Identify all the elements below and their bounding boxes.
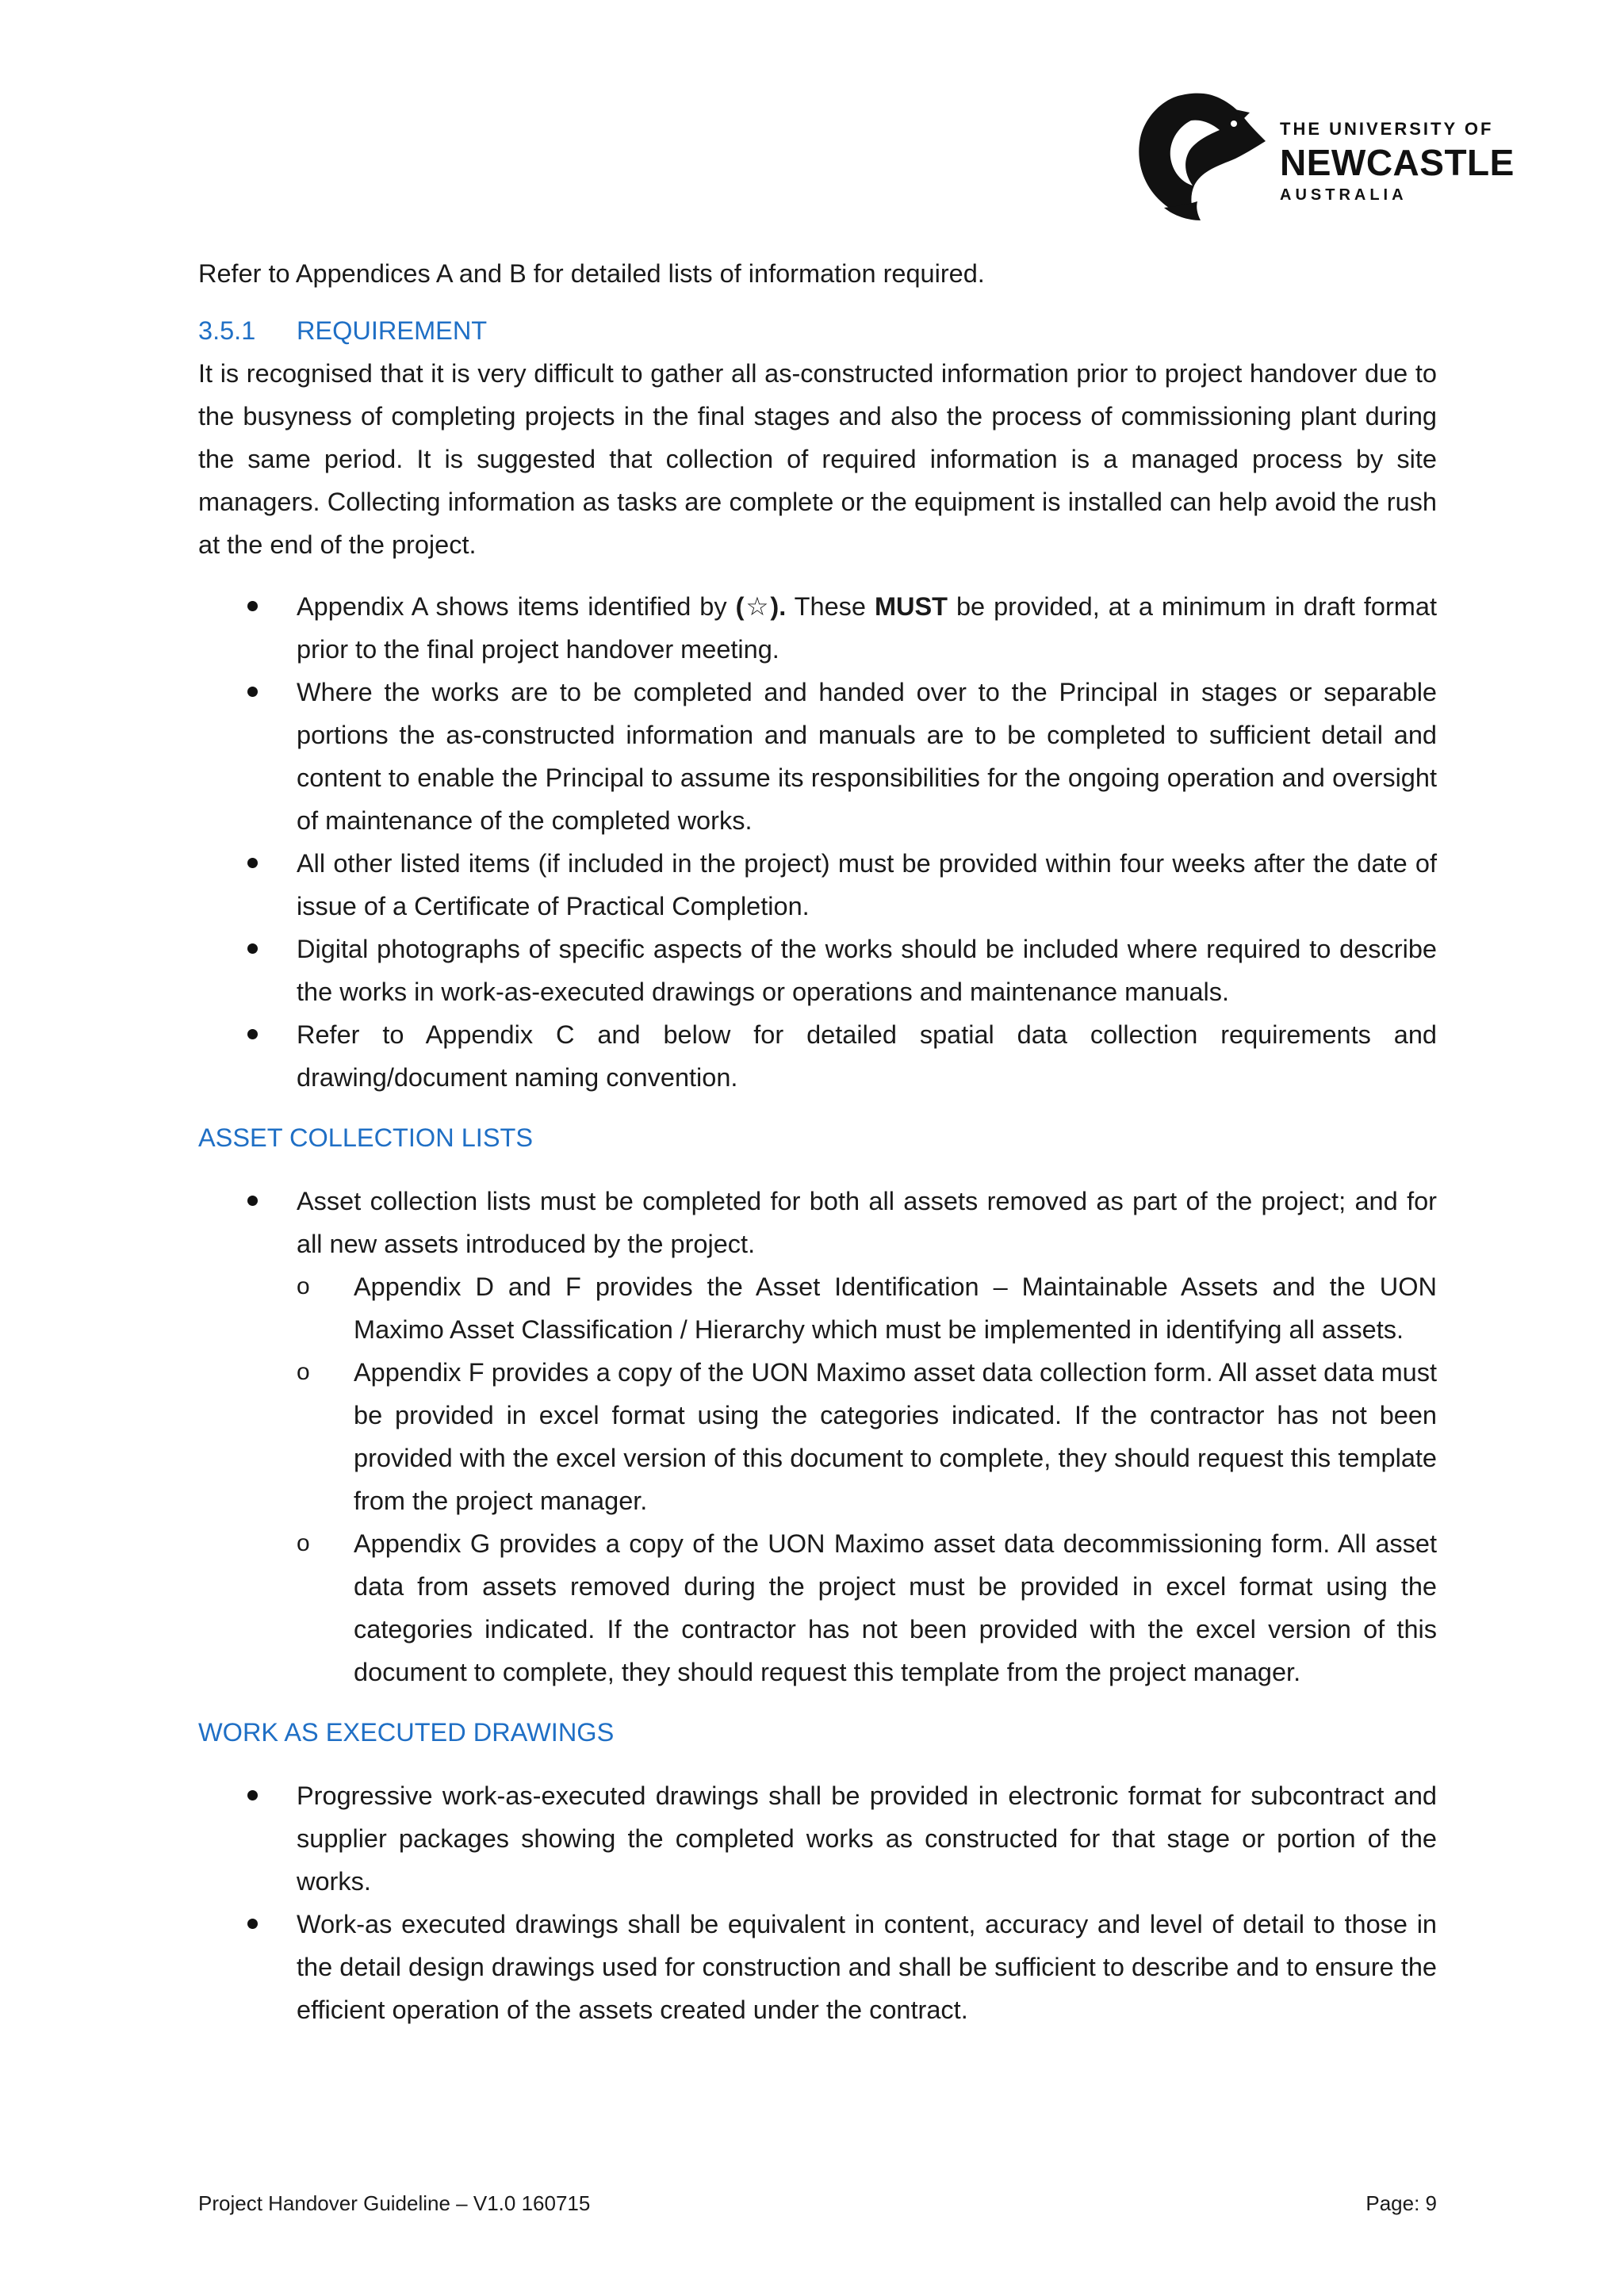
asset-collection-heading: ASSET COLLECTION LISTS bbox=[198, 1123, 534, 1152]
list-item bbox=[198, 1265, 1437, 1351]
list-item bbox=[198, 1522, 1437, 1693]
requirement-paragraph: It is recognised that it is very difficult to gather all as-constructed information prior to project handover due to the busyness of completing projects in the final stages and also the process of commissioning plant during the same period. It is suggested that collection of required information is a managed process by site managers. Collecting information as tasks are complete or the equipment is installed can help avoid the rush at the end of the project. bbox=[198, 359, 1437, 559]
bullet1-star-marker: (☆). bbox=[735, 592, 787, 621]
list-item bbox=[198, 1180, 1437, 1265]
bullet-text: Work-as executed drawings shall be equivalent in content, accuracy and level of detail to those in the detail design drawings used for construction and shall be sufficient to describe and to ensure the efficient operation of the assets created under the contract. bbox=[297, 1910, 1437, 2024]
logo-text-line3: AUSTRALIA bbox=[1280, 186, 1408, 204]
list-item bbox=[198, 1774, 1437, 1903]
sub-bullet-text: Appendix F provides a copy of the UON Maximo asset data collection form. All asset data must be provided in excel format using the categories indicated. If the contractor has not been provided with the excel version of this document to complete, they should request this template from the project manager. bbox=[354, 1358, 1437, 1515]
bullet-icon bbox=[247, 687, 258, 697]
document-body bbox=[198, 252, 1437, 2031]
bullet1-text-b: These bbox=[786, 592, 875, 621]
bullet-text: Digital photographs of specific aspects of the works should be included where required to describe the works in work-as-executed drawings or operations and maintenance manuals. bbox=[297, 935, 1437, 1006]
wae-bullet-list bbox=[198, 1774, 1437, 2031]
asset-sub-list bbox=[198, 1265, 1437, 1693]
bullet1-must: MUST bbox=[874, 592, 948, 621]
section-number: 3.5.1 bbox=[198, 316, 256, 345]
bullet-icon bbox=[247, 601, 258, 611]
section-heading bbox=[198, 309, 1437, 352]
seahorse-emblem-icon bbox=[1132, 89, 1275, 224]
circle-bullet-icon: o bbox=[297, 1359, 310, 1385]
logo-text-line1: THE UNIVERSITY OF bbox=[1280, 119, 1494, 139]
list-item bbox=[198, 585, 1437, 671]
sub-bullet-text: Appendix D and F provides the Asset Identification – Maintainable Assets and the UON Maximo Asset Classification / Hierarchy which must be implemented in identifying all assets. bbox=[354, 1272, 1437, 1344]
bullet-icon bbox=[247, 1196, 258, 1206]
list-item bbox=[198, 928, 1437, 1013]
footer-document-title: Project Handover Guideline – V1.0 160715 bbox=[198, 2191, 591, 2215]
circle-bullet-icon: o bbox=[297, 1273, 310, 1299]
bullet-text: Where the works are to be completed and handed over to the Principal in stages or separable portions the as-constructed information and manuals are to be completed to sufficient detail and content to enable the Principal to assume its responsibilities for the ongoing operation and oversight of maintenance of the completed works. bbox=[297, 678, 1437, 835]
list-item bbox=[198, 1013, 1437, 1099]
bullet-icon bbox=[247, 1029, 258, 1039]
list-item bbox=[198, 671, 1437, 842]
bullet-text: All other listed items (if included in the project) must be provided within four weeks after the date of issue of a Certificate of Practical Completion. bbox=[297, 849, 1437, 920]
bullet-icon bbox=[247, 1790, 258, 1800]
intro-paragraph: Refer to Appendices A and B for detailed lists of information required. bbox=[198, 259, 985, 288]
list-item bbox=[198, 1903, 1437, 2031]
sub-bullet-text: Appendix G provides a copy of the UON Maximo asset data decommissioning form. All asset data from assets removed during the project must be provided in excel format using the categories indicated. If the contractor has not been provided with the excel version of this document to complete, they should request this template from the project manager. bbox=[354, 1529, 1437, 1686]
bullet-icon bbox=[247, 1919, 258, 1929]
requirement-bullet-list bbox=[198, 585, 1437, 1099]
work-as-executed-heading: WORK AS EXECUTED DRAWINGS bbox=[198, 1718, 615, 1747]
bullet-text: Asset collection lists must be completed for both all assets removed as part of the project; and for all new assets introduced by the project. bbox=[297, 1187, 1437, 1258]
university-logo bbox=[1132, 89, 1513, 224]
section-title: REQUIREMENT bbox=[297, 316, 488, 345]
list-item bbox=[198, 1351, 1437, 1522]
bullet-icon bbox=[247, 858, 258, 868]
bullet-text: Progressive work-as-executed drawings shall be provided in electronic format for subcontract and supplier packages showing the completed works as constructed for that stage or portion of the works. bbox=[297, 1781, 1437, 1896]
logo-text-line2: NEWCASTLE bbox=[1280, 142, 1515, 183]
list-item bbox=[198, 842, 1437, 928]
asset-bullet-list bbox=[198, 1180, 1437, 1265]
bullet-text: Refer to Appendix C and below for detailed spatial data collection requirements and drawing/document naming convention. bbox=[297, 1020, 1437, 1092]
bullet1-text-a: Appendix A shows items identified by bbox=[297, 592, 736, 621]
bullet-icon bbox=[247, 943, 258, 954]
bullet1-text-c: be provided, at a minimum in draft format prior to the final project handover meeting. bbox=[297, 592, 1437, 664]
circle-bullet-icon: o bbox=[297, 1530, 310, 1556]
footer-page-number: Page: 9 bbox=[1365, 2191, 1437, 2215]
